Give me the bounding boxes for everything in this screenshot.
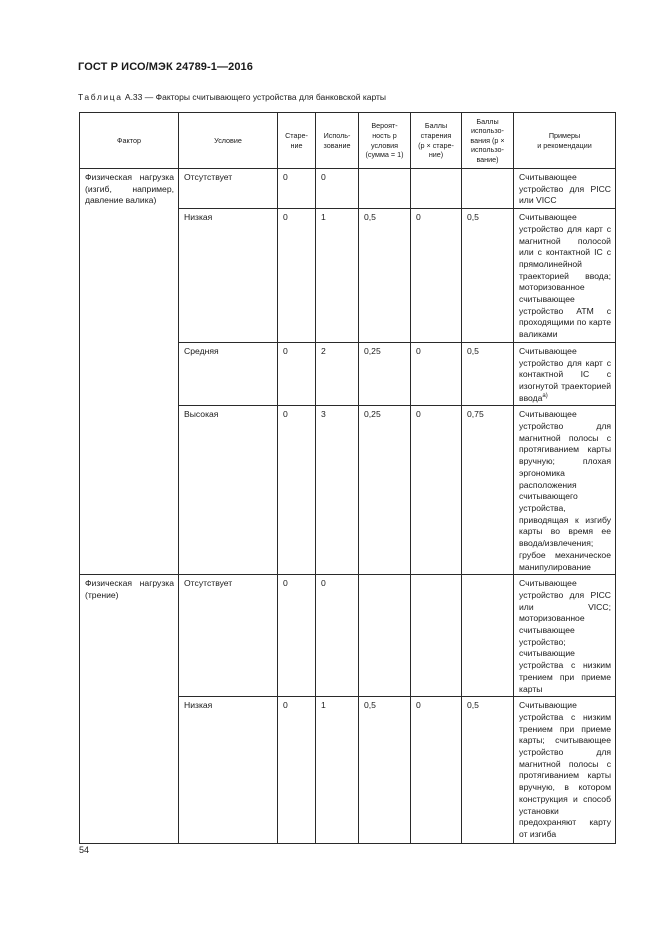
header-probability: Вероят- ность p условия (сумма = 1)	[359, 113, 411, 169]
cell-usage: 1	[316, 209, 359, 343]
header-condition: Условие	[179, 113, 278, 169]
table-row	[80, 169, 616, 209]
cell-examples-text: Считывающее устройство для карт с магнитной полосой или с контактной IC с прямолинейной траекторией ввода; моторизованное считывающее устройство ATM с проходящими по карте валиками	[519, 212, 611, 340]
cell-examples	[514, 169, 616, 209]
cell-usage: 2	[316, 342, 359, 406]
cell-examples-text: Считывающее устройство для PICC или VICC; моторизованное считывающее устройство; считывающие устройства с низким трением при приеме карты	[519, 578, 611, 694]
cell-aging-points: 0	[411, 697, 462, 844]
cell-aging-points: 0	[411, 406, 462, 575]
table-caption-title: — Факторы считывающего устройства для банковской карты	[142, 92, 387, 102]
cell-aging: 0	[278, 209, 316, 343]
cell-usage: 0	[316, 169, 359, 209]
cell-condition: Высокая	[179, 406, 278, 575]
page-number: 54	[79, 845, 90, 855]
document-header: ГОСТ Р ИСО/МЭК 24789-1—2016	[78, 61, 253, 73]
cell-condition: Средняя	[179, 342, 278, 406]
cell-usage: 3	[316, 406, 359, 575]
table-header-row	[80, 113, 616, 169]
cell-aging-points: 0	[411, 209, 462, 343]
header-factor: Фактор	[80, 113, 179, 169]
header-usage: Исполь- зование	[316, 113, 359, 169]
cell-condition: Низкая	[179, 209, 278, 343]
cell-examples	[514, 209, 616, 343]
table-caption-label: Таблица	[78, 92, 123, 102]
cell-probability: 0,5	[359, 209, 411, 343]
cell-factor: Физическая нагрузка (изгиб, например, давление валика)	[80, 169, 179, 575]
cell-usage-points: 0,5	[462, 209, 514, 343]
cell-aging: 0	[278, 697, 316, 844]
cell-condition: Низкая	[179, 697, 278, 844]
cell-aging: 0	[278, 169, 316, 209]
cell-examples	[514, 342, 616, 406]
cell-usage-points	[462, 169, 514, 209]
header-examples: Примеры и рекомендации	[514, 113, 616, 169]
cell-factor: Физическая нагрузка (трение)	[80, 575, 179, 844]
cell-aging-points	[411, 575, 462, 697]
factors-table	[79, 112, 616, 844]
cell-aging-points	[411, 169, 462, 209]
cell-probability	[359, 575, 411, 697]
cell-examples	[514, 697, 616, 844]
cell-aging: 0	[278, 575, 316, 697]
cell-aging: 0	[278, 406, 316, 575]
cell-usage-points: 0,5	[462, 697, 514, 844]
cell-condition: Отсутствует	[179, 575, 278, 697]
header-usage-points: Баллы использо- вания (p × использо- вание)	[462, 113, 514, 169]
table-row	[80, 575, 616, 697]
cell-probability: 0,25	[359, 406, 411, 575]
cell-examples-text: Считывающие устройства с низким трением при приеме карты; считывающее устройство для магнитной полосы с протягиванием карты вручную, в котором конструкция и способ установки предохраняют карту от изгиба	[519, 700, 611, 839]
cell-examples	[514, 406, 616, 575]
cell-usage-points: 0,75	[462, 406, 514, 575]
cell-condition: Отсутствует	[179, 169, 278, 209]
header-aging: Старе- ние	[278, 113, 316, 169]
cell-probability: 0,5	[359, 697, 411, 844]
cell-probability	[359, 169, 411, 209]
cell-examples-text: Считывающее устройство для магнитной полосы с протягиванием карты вручную; плохая эргономика расположения считывающего устройства, приводящая к изгибу карты во время ее ввода/извлечения; грубое механическое манипулирование	[519, 409, 611, 572]
footnote-marker: a)	[542, 392, 548, 399]
table-caption-number: А.33	[124, 92, 143, 102]
cell-usage: 0	[316, 575, 359, 697]
cell-probability: 0,25	[359, 342, 411, 406]
cell-usage: 1	[316, 697, 359, 844]
table-caption	[78, 92, 386, 102]
cell-usage-points: 0,5	[462, 342, 514, 406]
cell-usage-points	[462, 575, 514, 697]
cell-examples-text: Считывающее устройство для карт с контактной IC с изогнутой траекторией ввода	[519, 345, 611, 403]
header-aging-points: Баллы старения (p × старе- ние)	[411, 113, 462, 169]
cell-examples-text: Считывающее устройство для PICC или VICC	[519, 172, 611, 206]
cell-aging: 0	[278, 342, 316, 406]
cell-examples	[514, 575, 616, 697]
cell-aging-points: 0	[411, 342, 462, 406]
